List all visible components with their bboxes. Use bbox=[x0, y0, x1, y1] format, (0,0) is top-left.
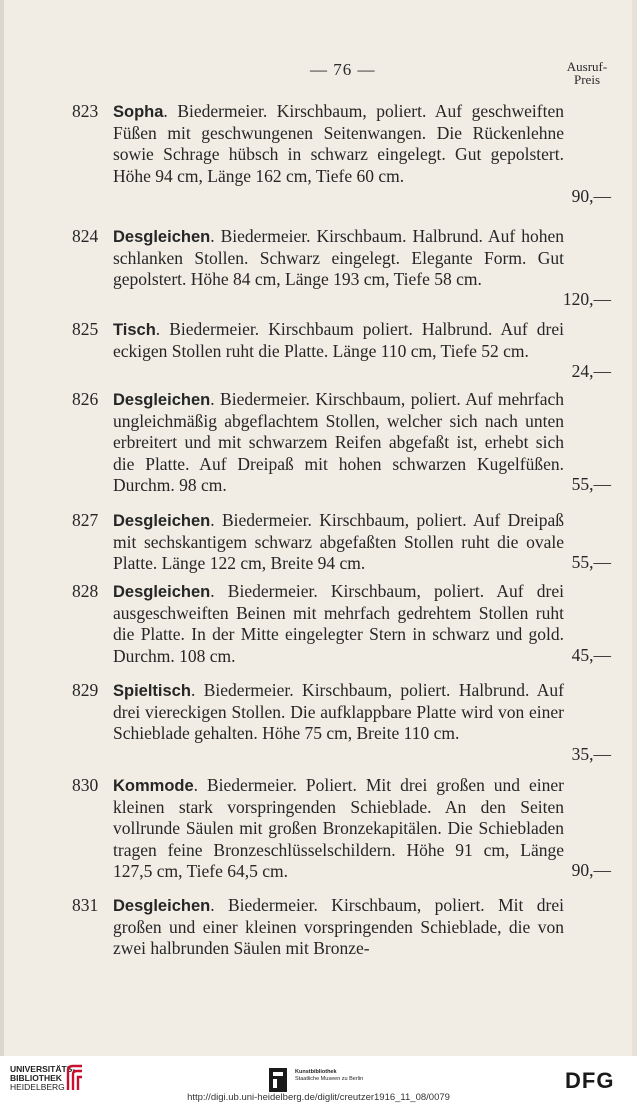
entry-text bbox=[113, 581, 564, 667]
entry-description: . Biedermeier. Kirschbaum, poliert. Auf mehrfach ungleichmäßig abgeflachtem Stollen, welcher sich nach unten erbreitert und mit schwarzem Reifen abgefaßt ist, erhebt sich die Platte. Auf Dreipaß mit hohen schwarzen Kugelfüßen. Durchm. 98 cm. bbox=[113, 389, 564, 495]
entry-title: Desgleichen bbox=[113, 897, 211, 915]
price-header-line-2: Preis bbox=[574, 72, 600, 87]
ub-line-2: BIBLIOTHEK bbox=[10, 1073, 62, 1083]
entry-title: Sopha bbox=[113, 103, 164, 121]
entry-description: . Biedermeier. Kirschbaum, poliert. Mit drei großen und einer kleinen vorspringenden Schieblade, die von zwei halbrunden Säulen mit Bronze- bbox=[113, 895, 564, 959]
entry-description: . Biedermeier. Kirschbaum, poliert. Auf drei ausgeschweiften Beinen mit mehrfach gedrehtem Stollen ruht die Platte. In der Mitte eingelegter Stern in schwarz und gold. Durchm. 108 cm. bbox=[113, 581, 564, 666]
kunstbibliothek-mark-icon bbox=[269, 1068, 287, 1092]
entry-number: 825 bbox=[72, 319, 99, 339]
page-edge-right bbox=[632, 0, 637, 1056]
entry-number: 830 bbox=[72, 775, 99, 795]
entry-title: Tisch bbox=[113, 321, 156, 339]
entry-description: . Biedermeier. Kirschbaum, poliert. Auf geschweiften Füßen mit geschwungenen Seitenwangen. Die Rückenlehne sowie Schrage hübsch in schwarz eingelegt. Gut gepolstert. Höhe 94 cm, Länge 162 cm, Tiefe 60 cm. bbox=[113, 101, 564, 186]
entry-text bbox=[113, 775, 564, 882]
kb-line-1: Kunstbibliothek bbox=[295, 1069, 337, 1075]
entry-description: . Biedermeier. Kirschbaum poliert. Halbrund. Auf drei eckigen Stollen ruht die Platte. Länge 110 cm, Tiefe 52 cm. bbox=[113, 319, 564, 362]
entry-number: 826 bbox=[72, 389, 99, 409]
kunstbibliothek-text bbox=[295, 1069, 363, 1083]
entry-text bbox=[113, 510, 564, 575]
entry-price: 24,— bbox=[571, 361, 611, 381]
entry-number: 828 bbox=[72, 581, 99, 601]
entry-title: Desgleichen bbox=[113, 512, 211, 530]
entry-price: 120,— bbox=[562, 289, 611, 309]
kb-line-2: Staatliche Museen zu Berlin bbox=[295, 1076, 364, 1082]
source-url[interactable]: http://digi.ub.uni-heidelberg.de/diglit/creutzer1916_11_08/0079 bbox=[187, 1092, 450, 1103]
entry-text bbox=[113, 680, 564, 745]
ub-line-3: HEIDELBERG bbox=[10, 1082, 65, 1092]
entry-title: Desgleichen bbox=[113, 583, 211, 601]
entry-price: 35,— bbox=[571, 744, 611, 764]
page-edge-left bbox=[0, 0, 4, 1056]
entry-text bbox=[113, 319, 564, 362]
entry-price: 55,— bbox=[571, 474, 611, 494]
entry-title: Spieltisch bbox=[113, 682, 191, 700]
entry-text bbox=[113, 895, 564, 960]
ub-line-1: UNIVERSITÄTS- bbox=[10, 1064, 76, 1074]
entry-text bbox=[113, 389, 564, 496]
entry-number: 827 bbox=[72, 510, 99, 530]
entry-price: 55,— bbox=[571, 552, 611, 572]
entry-price: 90,— bbox=[571, 186, 611, 206]
page-number: — 76 — bbox=[310, 60, 376, 79]
dfg-logo[interactable]: DFG bbox=[565, 1068, 615, 1093]
entry-number: 823 bbox=[72, 101, 99, 121]
entry-title: Kommode bbox=[113, 777, 194, 795]
entry-description: . Biedermeier. Kirschbaum, poliert. Auf Dreipaß mit sechskantigem schwarz abgefaßten Stollen ruht die ovale Platte. Länge 122 cm, Breite 94 cm. bbox=[113, 510, 564, 574]
entry-title: Desgleichen bbox=[113, 391, 211, 409]
ub-heidelberg-mark-icon bbox=[64, 1064, 86, 1092]
entry-description: . Biedermeier. Kirschbaum. Halbrund. Auf hohen schlanken Stollen. Schwarz eingelegt. Elegante Form. Gut gepolstert. Höhe 84 cm, Länge 193 cm, Tiefe 58 cm. bbox=[113, 226, 564, 290]
entry-description: . Biedermeier. Kirschbaum, poliert. Halbrund. Auf drei viereckigen Stollen. Die aufklappbare Platte wird von einer Schieblade gehalten. Höhe 75 cm, Breite 110 cm. bbox=[113, 680, 564, 744]
entry-number: 829 bbox=[72, 680, 99, 700]
entry-title: Desgleichen bbox=[113, 228, 211, 246]
entry-number: 824 bbox=[72, 226, 99, 246]
entry-text bbox=[113, 101, 564, 187]
entry-price: 90,— bbox=[571, 860, 611, 880]
entry-number: 831 bbox=[72, 895, 99, 915]
price-header-line-1: Ausruf- bbox=[566, 59, 608, 74]
entry-text bbox=[113, 226, 564, 291]
entry-price: 45,— bbox=[571, 645, 611, 665]
price-column-header bbox=[560, 60, 614, 86]
kunstbibliothek-logo[interactable] bbox=[269, 1065, 379, 1095]
entry-description: . Biedermeier. Poliert. Mit drei großen und einer kleinen stark vorspringenden Schieblade. An den Seiten vollrunde Säulen mit großen Bronzekapitälen. Die Schiebladen tragen feine Bronzeschlüsselschildern. Höhe 91 cm, Länge 127,5 cm, Tiefe 64,5 cm. bbox=[113, 775, 564, 881]
